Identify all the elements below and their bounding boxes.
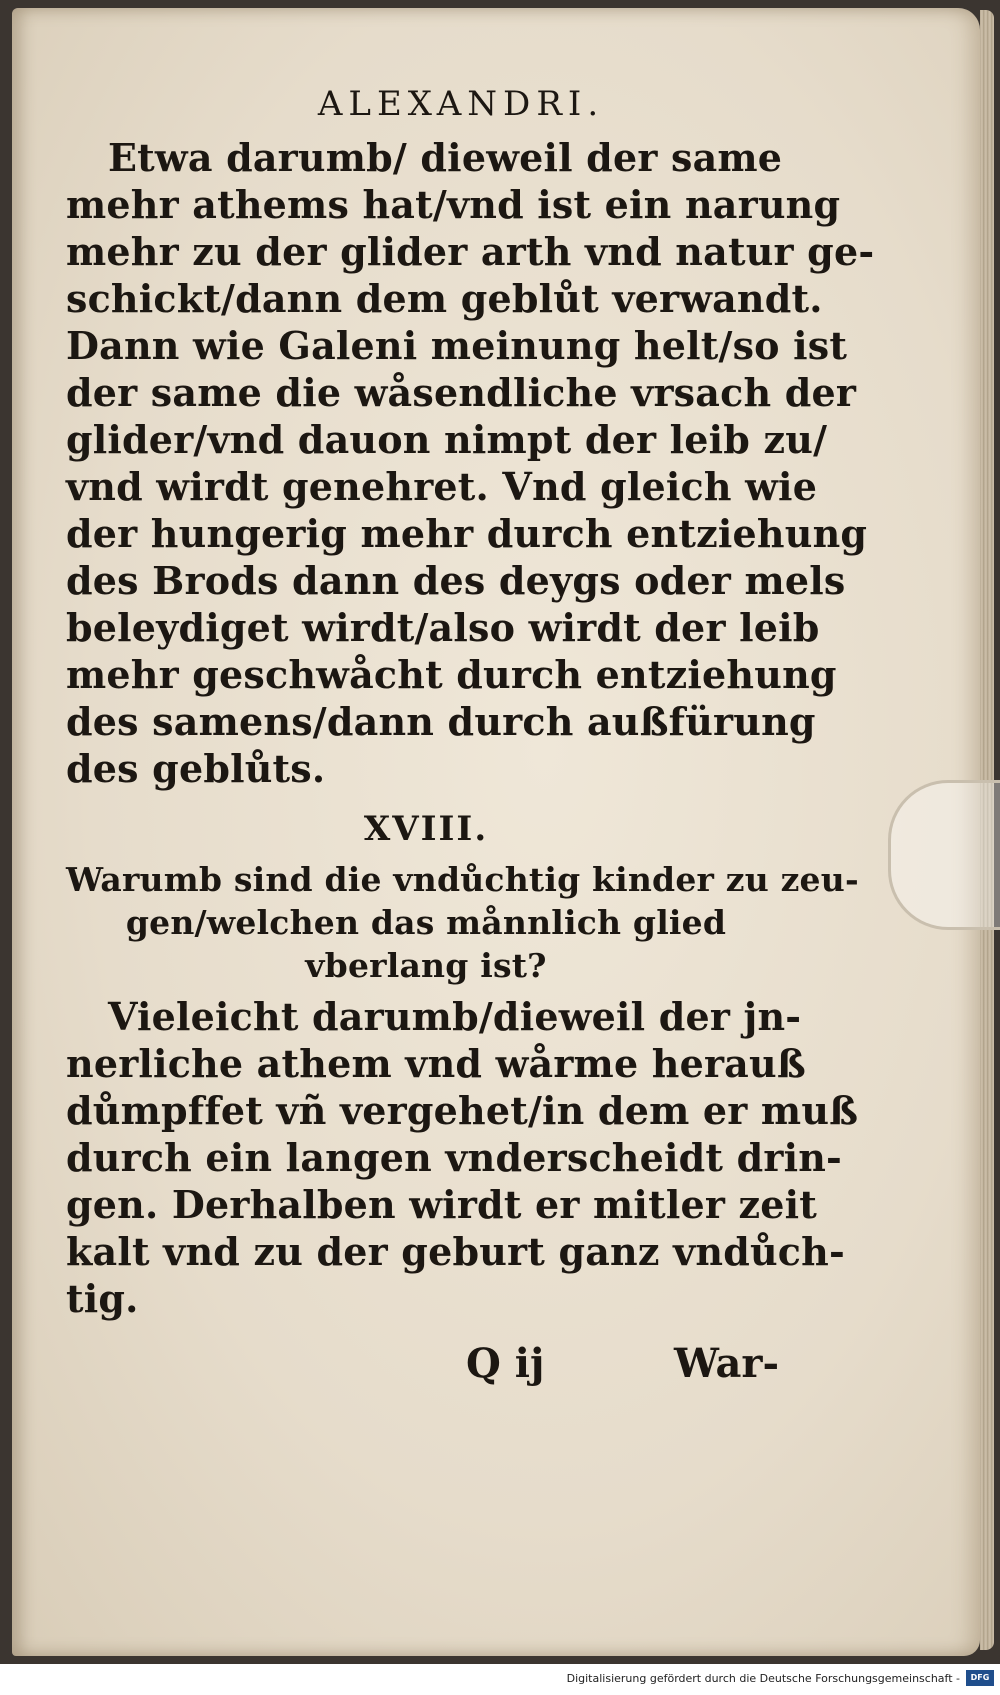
- running-head: ALEXANDRI.: [317, 84, 605, 124]
- text-line: des Brods dann des deygs oder mels: [66, 558, 846, 603]
- page-text: [66, 80, 875, 1396]
- credit-bar: [0, 1664, 1000, 1695]
- text-line: durch ein langen vnderscheidt drin-: [66, 1135, 842, 1180]
- text-line: beleydiget wirdt/also wirdt der leib: [66, 605, 820, 650]
- text-line: des samens/dann durch außfürung: [66, 699, 816, 744]
- text-line: kalt vnd zu der geburt ganz vndůch-: [66, 1229, 845, 1274]
- text-line: Etwa darumb/ dieweil der same: [108, 135, 783, 180]
- text-line: glider/vnd dauon nimpt der leib zu/: [66, 417, 828, 462]
- text-line: mehr athems hat/vnd ist ein narung: [66, 182, 841, 227]
- answer-paragraph: [66, 993, 859, 1322]
- signature-mark: Q ij: [466, 1340, 545, 1387]
- text-line: der hungerig mehr durch entziehung: [66, 511, 868, 556]
- text-line: důmpffet vñ vergehet/in dem er muß: [66, 1088, 859, 1133]
- text-line: mehr zu der glider arth vnd natur ge-: [66, 229, 875, 274]
- question-line: gen/welchen das månnlich glied: [125, 903, 727, 942]
- question-line: Warumb sind die vndůchtig kinder zu zeu-: [66, 860, 859, 899]
- text-line: nerliche athem vnd wårme herauß: [66, 1041, 806, 1086]
- text-line: schickt/dann dem geblůt verwandt.: [66, 276, 823, 321]
- credit-text: Digitalisierung gefördert durch die Deutsche Forschungsgemeinschaft -: [566, 1672, 960, 1685]
- question-line: vberlang ist?: [305, 946, 547, 985]
- section-number: XVIII.: [363, 809, 489, 849]
- text-line: des geblůts.: [66, 746, 326, 791]
- page-clip-marker: [888, 780, 1000, 930]
- text-line: tig.: [66, 1276, 139, 1321]
- text-line: Vieleicht darumb/dieweil der jn-: [108, 994, 802, 1039]
- text-line: Dann wie Galeni meinung helt/so ist: [66, 323, 848, 368]
- text-line: der same die wåsendliche vrsach der: [66, 370, 857, 415]
- text-line: gen. Derhalben wirdt er mitler zeit: [66, 1182, 818, 1227]
- text-line: vnd wirdt genehret. Vnd gleich wie: [66, 464, 818, 509]
- paragraph-1: [66, 134, 875, 792]
- catchword: War-: [674, 1340, 780, 1387]
- dfg-logo-icon: DFG: [966, 1670, 994, 1686]
- text-line: mehr geschwåcht durch entziehung: [66, 652, 837, 697]
- page-footer: [66, 1336, 786, 1396]
- question-heading: [66, 858, 859, 987]
